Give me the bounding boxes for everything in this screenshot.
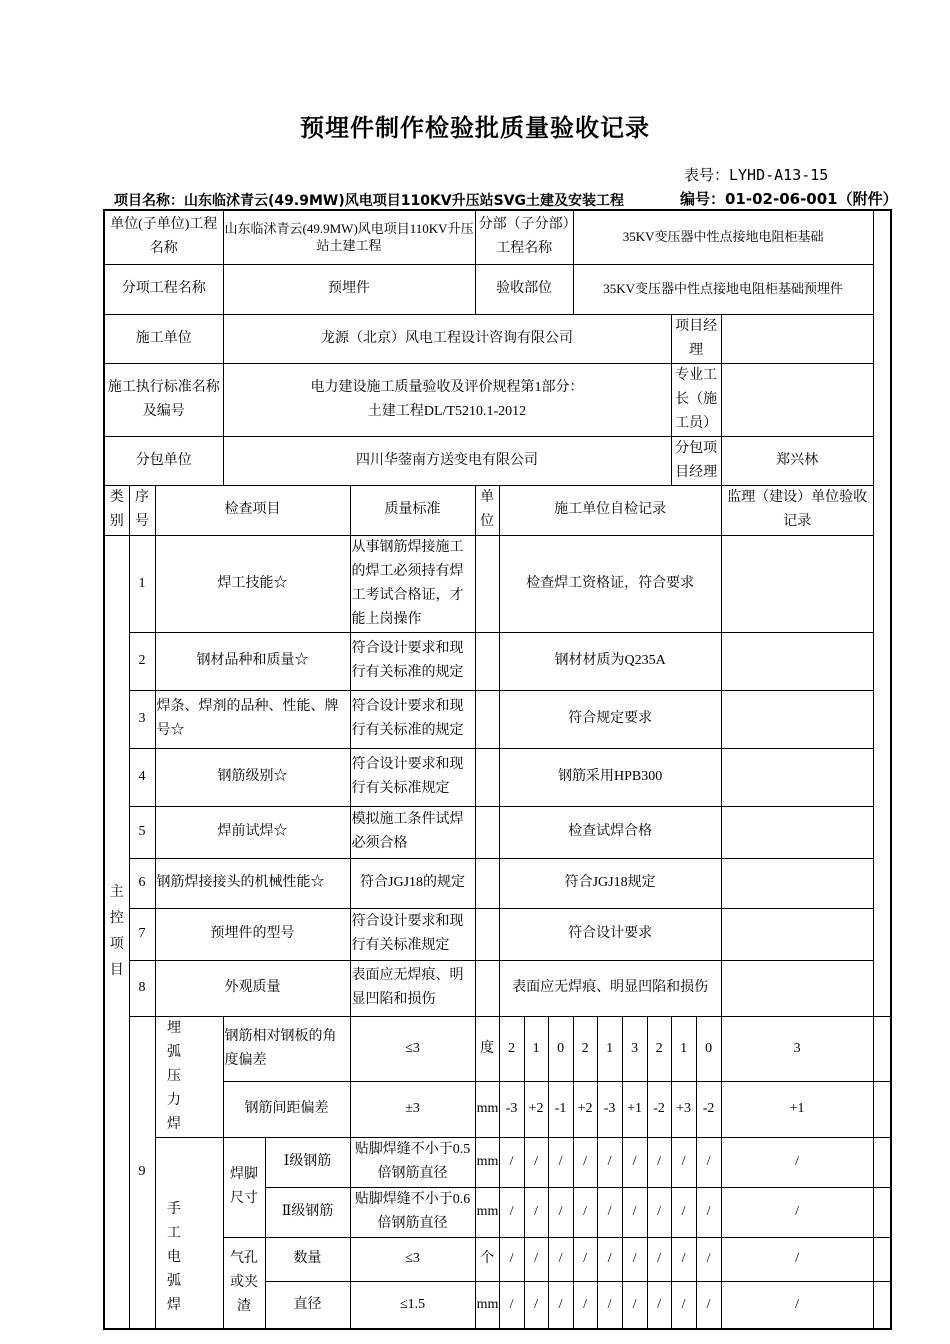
row-standard: 表面应无焊痕、明显凹陷和损伤 bbox=[350, 960, 475, 1016]
row-standard: 模拟施工条件试焊必须合格 bbox=[350, 806, 475, 858]
grade1-sub: Ⅰ级钢筋 bbox=[265, 1137, 350, 1187]
unit-value: 山东临沭青云(49.9MW)风电项目110KV升压站土建工程 bbox=[223, 210, 475, 264]
std-value-line1: 电力建设施工质量验收及评价规程第1部分： bbox=[310, 379, 584, 395]
row-standard: 符合设计要求和现行有关标准的规定 bbox=[350, 690, 475, 748]
count-value: / bbox=[647, 1237, 671, 1281]
grade1-value: / bbox=[548, 1137, 573, 1187]
count-value: / bbox=[597, 1237, 622, 1281]
diameter-value: / bbox=[597, 1281, 622, 1329]
spacing-value: +2 bbox=[573, 1082, 597, 1137]
category-main-text: 主控项目 bbox=[109, 884, 124, 978]
row-standard: 从事钢筋焊接施工的焊工必须持有焊工考试合格证，才能上岗操作 bbox=[350, 535, 475, 632]
table-row-9-count bbox=[104, 1237, 891, 1281]
weld-leg-text: 焊脚尺寸 bbox=[230, 1167, 259, 1206]
row-unit bbox=[475, 748, 499, 806]
row-record: 钢筋采用HPB300 bbox=[499, 748, 721, 806]
spacing-value: +1 bbox=[721, 1082, 873, 1137]
item-label: 分项工程名称 bbox=[104, 264, 223, 314]
row-item: 焊条、焊剂的品种、性能、牌号☆ bbox=[155, 690, 350, 748]
row-item: 钢筋级别☆ bbox=[155, 748, 350, 806]
grade2-value: / bbox=[548, 1187, 573, 1237]
submerged-arc-label bbox=[155, 1016, 223, 1137]
row-supervision bbox=[873, 1187, 891, 1237]
row-item: 外观质量 bbox=[155, 960, 350, 1016]
grade1-value: / bbox=[721, 1137, 873, 1187]
row-no: 8 bbox=[129, 960, 155, 1016]
row-no: 3 bbox=[129, 690, 155, 748]
row-supervision bbox=[873, 1016, 891, 1082]
part-label: 验收部位 bbox=[475, 264, 573, 314]
header-row-standard bbox=[104, 363, 891, 436]
count-value: / bbox=[721, 1237, 873, 1281]
row-supervision bbox=[873, 1281, 891, 1329]
count-unit: 个 bbox=[475, 1237, 499, 1281]
pm-value bbox=[721, 314, 873, 363]
row-unit bbox=[475, 806, 499, 858]
submerged-arc-text: 埋弧压力焊 bbox=[167, 1020, 193, 1132]
grade2-sub: Ⅱ级钢筋 bbox=[265, 1187, 350, 1237]
pore-text: 气孔或夹渣 bbox=[230, 1250, 259, 1314]
spacing-value: -3 bbox=[597, 1082, 622, 1137]
row-item: 焊工技能☆ bbox=[155, 535, 350, 632]
count-value: / bbox=[573, 1237, 597, 1281]
diameter-value: / bbox=[647, 1281, 671, 1329]
diameter-value: / bbox=[524, 1281, 548, 1329]
std-value bbox=[223, 363, 671, 436]
row-no: 9 bbox=[129, 1016, 155, 1329]
foreman-value bbox=[721, 363, 873, 436]
diameter-unit: mm bbox=[475, 1281, 499, 1329]
angle-value: 3 bbox=[622, 1016, 647, 1082]
table-row bbox=[104, 690, 891, 748]
spacing-value: +3 bbox=[671, 1082, 696, 1137]
angle-value: 1 bbox=[597, 1016, 622, 1082]
grade2-unit: mm bbox=[475, 1187, 499, 1237]
table-row bbox=[104, 632, 891, 690]
subpm-value: 郑兴林 bbox=[721, 436, 873, 485]
grade1-standard: 贴脚焊缝不小于0.5倍钢筋直径 bbox=[350, 1137, 475, 1187]
grade2-value: / bbox=[622, 1187, 647, 1237]
row-record: 符合设计要求 bbox=[499, 908, 721, 960]
row-unit bbox=[475, 908, 499, 960]
row-no: 4 bbox=[129, 748, 155, 806]
count-value: / bbox=[524, 1237, 548, 1281]
row-record: 符合规定要求 bbox=[499, 690, 721, 748]
spacing-value: -2 bbox=[696, 1082, 721, 1137]
header-row-item bbox=[104, 264, 891, 314]
item-value: 预埋件 bbox=[223, 264, 475, 314]
foreman-label: 专业工长（施工员） bbox=[671, 363, 721, 436]
row-standard: 符合设计要求和现行有关标准规定 bbox=[350, 748, 475, 806]
spacing-value: -3 bbox=[499, 1082, 524, 1137]
row-supervision bbox=[721, 908, 873, 960]
row-supervision bbox=[721, 748, 873, 806]
diameter-value: / bbox=[721, 1281, 873, 1329]
table-row-9-angle bbox=[104, 1016, 891, 1082]
row-supervision bbox=[873, 1137, 891, 1187]
table-row bbox=[104, 858, 891, 908]
grade1-unit: mm bbox=[475, 1137, 499, 1187]
count-value: / bbox=[499, 1237, 524, 1281]
inspection-record-table bbox=[103, 209, 892, 1330]
diameter-value: / bbox=[548, 1281, 573, 1329]
row-unit bbox=[475, 690, 499, 748]
row-record: 钢材材质为Q235A bbox=[499, 632, 721, 690]
page-title: 预埋件制作检验批质量验收记录 bbox=[300, 114, 650, 142]
grade2-value: / bbox=[671, 1187, 696, 1237]
row-supervision bbox=[721, 632, 873, 690]
row-supervision bbox=[721, 806, 873, 858]
row-supervision bbox=[873, 1082, 891, 1137]
grade2-value: / bbox=[524, 1187, 548, 1237]
weld-leg-label bbox=[223, 1137, 265, 1237]
table-row-9-spacing bbox=[104, 1082, 891, 1137]
angle-value: 3 bbox=[721, 1016, 873, 1082]
diameter-value: / bbox=[696, 1281, 721, 1329]
spacing-item: 钢筋间距偏差 bbox=[223, 1082, 350, 1137]
col-unit: 单位 bbox=[475, 485, 499, 535]
table-row bbox=[104, 908, 891, 960]
serial-number: 编号：01-02-06-001（附件） bbox=[680, 190, 898, 208]
count-value: / bbox=[548, 1237, 573, 1281]
row-standard: 符合JGJ18的规定 bbox=[350, 858, 475, 908]
grade1-value: / bbox=[671, 1137, 696, 1187]
header-row-contractor bbox=[104, 314, 891, 363]
grade1-value: / bbox=[622, 1137, 647, 1187]
spacing-value: -2 bbox=[647, 1082, 671, 1137]
row-unit bbox=[475, 535, 499, 632]
manual-arc-label bbox=[155, 1137, 223, 1329]
angle-value: 1 bbox=[524, 1016, 548, 1082]
row-standard: 符合设计要求和现行有关标准的规定 bbox=[350, 632, 475, 690]
count-value: / bbox=[696, 1237, 721, 1281]
category-main bbox=[104, 535, 129, 1329]
count-value: / bbox=[622, 1237, 647, 1281]
table-row bbox=[104, 960, 891, 1016]
subcon-value: 四川华蓥南方送变电有限公司 bbox=[223, 436, 671, 485]
row-no: 5 bbox=[129, 806, 155, 858]
grade1-value: / bbox=[696, 1137, 721, 1187]
spacing-standard: ±3 bbox=[350, 1082, 475, 1137]
count-sub: 数量 bbox=[265, 1237, 350, 1281]
grade2-value: / bbox=[721, 1187, 873, 1237]
part-value: 35KV变压器中性点接地电阻柜基础预埋件 bbox=[573, 264, 873, 314]
row-supervision bbox=[721, 535, 873, 632]
angle-value: 0 bbox=[696, 1016, 721, 1082]
grade1-value: / bbox=[573, 1137, 597, 1187]
unit-label: 单位(子单位)工程名称 bbox=[104, 210, 223, 264]
subcon-label: 分包单位 bbox=[104, 436, 223, 485]
project-name: 项目名称：山东临沭青云(49.9MW)风电项目110KV升压站SVG土建及安装工程 bbox=[114, 193, 625, 209]
diameter-value: / bbox=[622, 1281, 647, 1329]
header-row-unit bbox=[104, 210, 891, 264]
std-value-line2: 土建工程DL/T5210.1-2012 bbox=[367, 403, 527, 419]
row-no: 7 bbox=[129, 908, 155, 960]
grade2-value: / bbox=[597, 1187, 622, 1237]
form-number: 表号：LYHD-A13-15 bbox=[684, 166, 829, 184]
angle-value: 1 bbox=[671, 1016, 696, 1082]
row-supervision bbox=[721, 690, 873, 748]
angle-value: 2 bbox=[647, 1016, 671, 1082]
subpm-label: 分包项目经理 bbox=[671, 436, 721, 485]
table-row-9-grade1 bbox=[104, 1137, 891, 1187]
angle-value: 2 bbox=[573, 1016, 597, 1082]
row-unit bbox=[475, 858, 499, 908]
table-row bbox=[104, 748, 891, 806]
diameter-sub: 直径 bbox=[265, 1281, 350, 1329]
grade2-value: / bbox=[696, 1187, 721, 1237]
row-no: 2 bbox=[129, 632, 155, 690]
sub-value: 35KV变压器中性点接地电阻柜基础 bbox=[573, 210, 873, 264]
col-item: 检查项目 bbox=[155, 485, 350, 535]
grade2-value: / bbox=[499, 1187, 524, 1237]
row-supervision bbox=[721, 858, 873, 908]
row-record: 符合JGJ18规定 bbox=[499, 858, 721, 908]
row-record: 检查焊工资格证，符合要求 bbox=[499, 535, 721, 632]
grade1-value: / bbox=[499, 1137, 524, 1187]
row-no: 1 bbox=[129, 535, 155, 632]
std-label: 施工执行标准名称及编号 bbox=[104, 363, 223, 436]
contractor-value: 龙源（北京）风电工程设计咨询有限公司 bbox=[223, 314, 671, 363]
table-row bbox=[104, 535, 891, 632]
grade2-value: / bbox=[573, 1187, 597, 1237]
contractor-label: 施工单位 bbox=[104, 314, 223, 363]
col-standard: 质量标准 bbox=[350, 485, 475, 535]
angle-value: 0 bbox=[548, 1016, 573, 1082]
col-self-check: 施工单位自检记录 bbox=[499, 485, 721, 535]
manual-arc-text: 手工电弧焊 bbox=[167, 1201, 193, 1313]
row-standard: 符合设计要求和现行有关标准规定 bbox=[350, 908, 475, 960]
row-record: 表面应无焊痕、明显凹陷和损伤 bbox=[499, 960, 721, 1016]
row-item: 预埋件的型号 bbox=[155, 908, 350, 960]
grade2-value: / bbox=[647, 1187, 671, 1237]
row-unit bbox=[475, 960, 499, 1016]
row-item: 钢筋焊接接头的机械性能☆ bbox=[155, 858, 350, 908]
col-supervision: 监理（建设）单位验收记录 bbox=[721, 485, 873, 535]
table-row bbox=[104, 806, 891, 858]
spacing-value: +2 bbox=[524, 1082, 548, 1137]
col-no: 序号 bbox=[129, 485, 155, 535]
pore-label bbox=[223, 1237, 265, 1329]
grade2-standard: 贴脚焊缝不小于0.6倍钢筋直径 bbox=[350, 1187, 475, 1237]
angle-item: 钢筋相对钢板的角度偏差 bbox=[223, 1016, 350, 1082]
row-record: 检查试焊合格 bbox=[499, 806, 721, 858]
header-row-subcontractor bbox=[104, 436, 891, 485]
diameter-standard: ≤1.5 bbox=[350, 1281, 475, 1329]
row-item: 钢材品种和质量☆ bbox=[155, 632, 350, 690]
diameter-value: / bbox=[671, 1281, 696, 1329]
pm-label: 项目经理 bbox=[671, 314, 721, 363]
diameter-value: / bbox=[499, 1281, 524, 1329]
grade1-value: / bbox=[597, 1137, 622, 1187]
row-supervision bbox=[721, 960, 873, 1016]
row-no: 6 bbox=[129, 858, 155, 908]
row-supervision bbox=[873, 1237, 891, 1281]
col-type: 类别 bbox=[104, 485, 129, 535]
sub-label: 分部（子分部）工程名称 bbox=[475, 210, 573, 264]
spacing-value: -1 bbox=[548, 1082, 573, 1137]
angle-value: 2 bbox=[499, 1016, 524, 1082]
count-value: / bbox=[671, 1237, 696, 1281]
count-standard: ≤3 bbox=[350, 1237, 475, 1281]
row-unit bbox=[475, 632, 499, 690]
spacing-unit: mm bbox=[475, 1082, 499, 1137]
angle-unit: 度 bbox=[475, 1016, 499, 1082]
column-header-row bbox=[104, 485, 891, 535]
grade1-value: / bbox=[524, 1137, 548, 1187]
diameter-value: / bbox=[573, 1281, 597, 1329]
row-item: 焊前试焊☆ bbox=[155, 806, 350, 858]
grade1-value: / bbox=[647, 1137, 671, 1187]
angle-standard: ≤3 bbox=[350, 1016, 475, 1082]
spacing-value: +1 bbox=[622, 1082, 647, 1137]
